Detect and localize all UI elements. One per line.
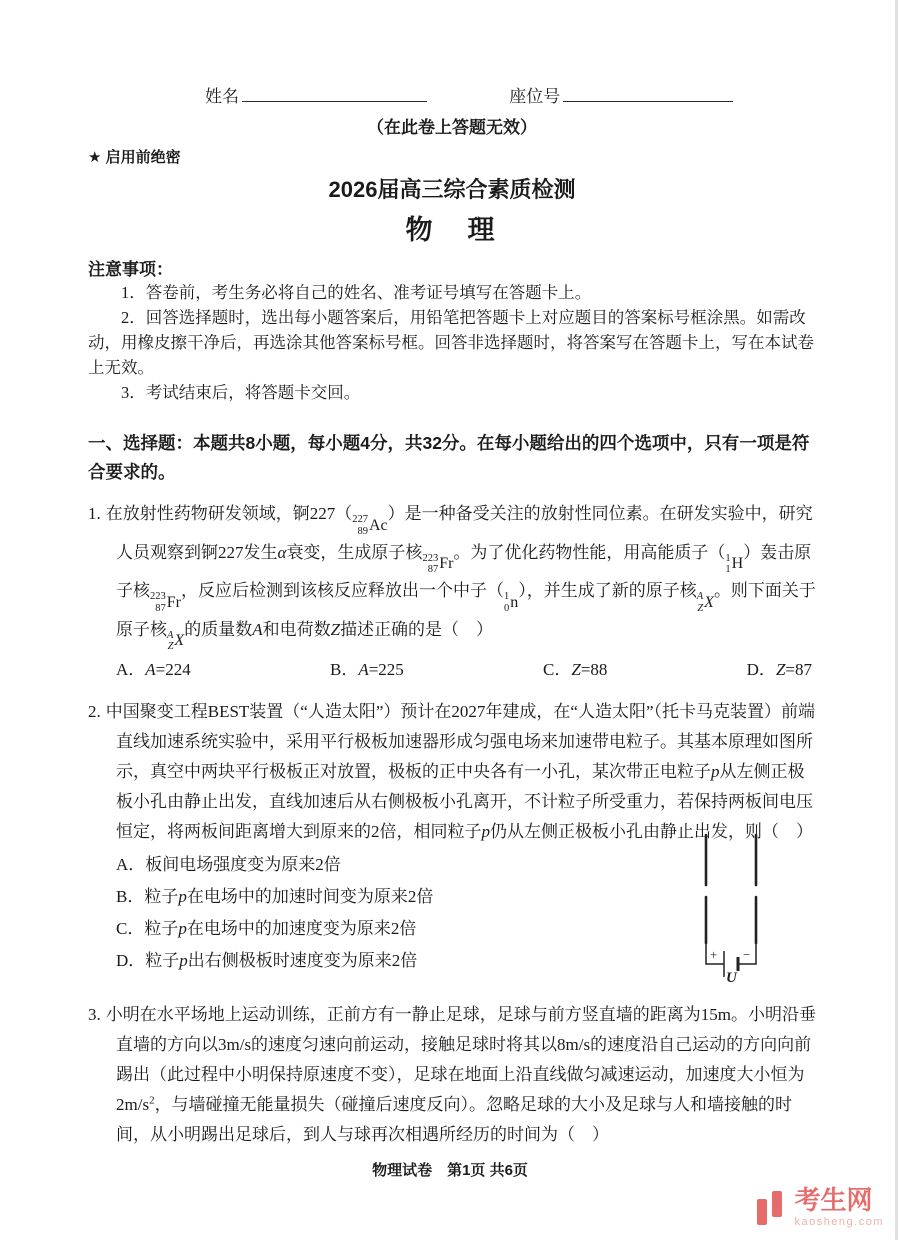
- question-3-number: 3.: [88, 1005, 101, 1024]
- kaosheng-watermark: [755, 1187, 884, 1228]
- question-2-lower: [88, 849, 816, 988]
- question-1-number: 1.: [88, 504, 101, 523]
- plates: [706, 835, 756, 943]
- notice-section: [88, 255, 816, 405]
- seat-blank-line: [563, 84, 733, 102]
- isotope-notation: 227 89 Ac: [352, 514, 388, 537]
- question-1-text: 在放射性药物研发领域，锕227（ 227 89 Ac ）是一种备受关注的放射性同位素。在研发实验中，研究人员观察到锕227发生α衰变，生成原子核 223 87 Fr 。为了优化药物性能，用高能质子（ 1 1 H ）轰击原子核 223 87 Fr ，反应后检测到该核反应释放出一个中子（ 1 0 n ），并生成了新的原子核 A Z X 。则下面关于原子核 A Z X 的质量数A和电荷数Z描述正确的是（ ）: [105, 504, 816, 653]
- question-2-text: 中国聚变工程BEST装置（“人造太阳”）预计在2027年建成，在“人造太阳”（托卡马克装置）前端直线加速系统实验中，采用平行极板加速器形成匀强电场来加速带电粒子。其基本原理如图所示，真空中两块平行极板正对放置，极板的正中央各有一小孔，某次带正电粒子p从左侧正极板小孔由静止出发，直线加速后从右侧极板小孔离开，不计粒子所受重力，若保持两板间电压恒定，将两板间距离增大到原来的2倍，相同粒子p仍从左侧正极板小孔由静止出发，则（ ）: [105, 702, 815, 841]
- isotope-notation: A Z X: [696, 591, 714, 614]
- question-2-option-b: B．粒子p在电场中的加速时间变为原来2倍: [116, 887, 434, 906]
- kaosheng-logo-icon: [755, 1190, 787, 1226]
- invalid-note: （在此卷上答题无效）: [367, 118, 537, 137]
- page-footer: 物理试卷 第1页 共6页: [372, 1162, 528, 1179]
- question-3: [88, 1000, 816, 1150]
- question-1-body: [88, 499, 816, 653]
- name-field: [205, 82, 427, 107]
- voltage-label: U: [726, 970, 737, 983]
- question-1: [88, 499, 816, 685]
- minus-terminal-label: −: [743, 947, 751, 962]
- question-3-body: [88, 1000, 816, 1150]
- name-blank-line: [242, 84, 427, 102]
- question-2: [88, 697, 816, 988]
- capacitor-figure: [656, 831, 816, 988]
- kaosheng-text: [794, 1187, 884, 1228]
- isotope-notation: 223 87 Fr: [150, 591, 181, 614]
- isotope-notation: 1 1 H: [725, 552, 744, 576]
- section-heading-choice: 一、选择题：本题共8小题，每小题4分，共32分。在每小题给出的四个选项中，只有一项是符合要求的。: [88, 433, 810, 482]
- isotope-notation: 1 0 n: [503, 591, 519, 614]
- isotope-notation: A Z X: [167, 629, 185, 653]
- kaosheng-url: kaosheng.com: [794, 1216, 884, 1228]
- question-2-option-d: D．粒子p出右侧极板时速度变为原来2倍: [116, 951, 418, 970]
- plus-terminal-label: +: [710, 947, 718, 962]
- student-fields: [88, 82, 816, 107]
- question-2-number: 2.: [88, 702, 101, 721]
- isotope-notation: 223 87 Fr: [422, 552, 454, 576]
- question-2-options: [116, 849, 656, 977]
- notice-heading: 注意事项：: [88, 260, 173, 279]
- notice-item-1: 1．答卷前，考生务必将自己的姓名、准考证号填写在答题卡上。: [121, 283, 592, 302]
- question-1-option-b: B．A=225: [329, 660, 404, 679]
- question-2-option-a: A．板间电场强度变为原来2倍: [116, 855, 341, 874]
- question-2-option-c: C．粒子p在电场中的加速度变为原来2倍: [116, 919, 417, 938]
- question-1-option-a: A．A=224: [116, 660, 191, 679]
- question-3-text: 小明在水平场地上运动训练，正前方有一静止足球，足球与前方竖直墙的距离为15m。小明沿垂直墙的方向以3m/s的速度匀速向前运动，接触足球时将其以8m/s的速度沿自己运动的方向向前踢出（此过程中小明保持原速度不变），足球在地面上沿直线做匀减速运动，加速度大小恒为$2m/s^2$，与墙碰撞无能量损失（碰撞后速度反向）。忽略足球的大小及足球与人和墙接触的时间，从小明踢出足球后，到人与球再次相遇所经历的时间为（ ）: [105, 1005, 816, 1144]
- seat-field: [509, 82, 733, 107]
- question-1-options: [88, 655, 816, 685]
- subject-title: 物 理: [405, 215, 499, 245]
- kaosheng-name: 考生网: [794, 1185, 873, 1215]
- exam-title: 2026届高三综合素质检测: [328, 177, 576, 202]
- notice-item-2: 2．回答选择题时，选出每小题答案后，用铅笔把答题卡上对应题目的答案标号框涂黑。如需改动，用橡皮擦干净后，再选涂其他答案标号框。回答非选择题时，将答案写在答题卡上，写在本试卷上无效。: [88, 308, 814, 377]
- seat-label: 座位号: [509, 87, 561, 106]
- question-2-body: [88, 697, 816, 847]
- name-label: 姓名: [205, 87, 239, 106]
- notice-item-3: 3．考试结束后，将答题卡交回。: [121, 383, 361, 402]
- page-right-edge: [895, 0, 898, 1240]
- question-1-option-c: C．Z=88: [543, 660, 608, 679]
- parallel-plate-circuit-svg: [656, 831, 806, 983]
- question-1-option-d: D．Z=87: [746, 660, 812, 679]
- secret-note: ★ 启用前绝密: [88, 149, 181, 166]
